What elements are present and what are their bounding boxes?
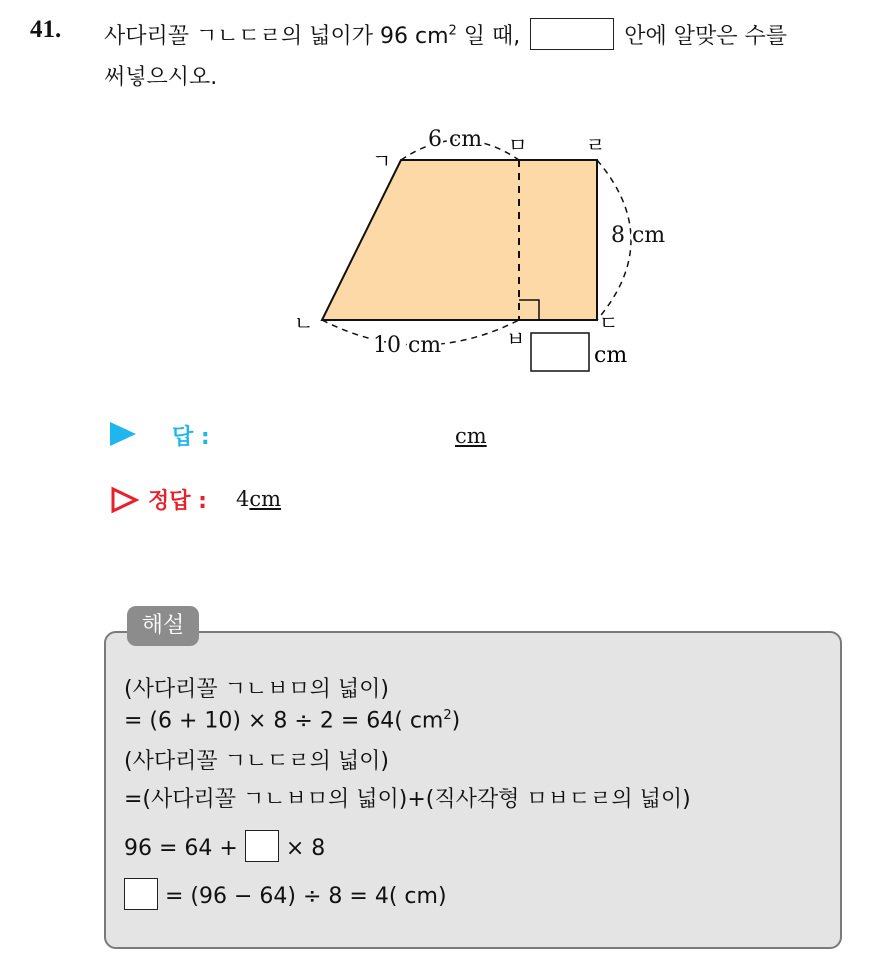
explanation-line-3: (사다리꼴 ㄱㄴㄷㄹ의 넓이) — [124, 749, 389, 774]
explanation-blank-box — [245, 830, 279, 862]
explanation-line-5-left: 96 = 64 + — [124, 836, 238, 861]
trapezoid-figure — [0, 0, 884, 400]
explanation-line-1: (사다리꼴 ㄱㄴㅂㅁ의 넓이) — [124, 677, 389, 702]
vertex-label-a: ㄱ — [372, 149, 392, 173]
correct-arrow-icon — [110, 486, 140, 514]
vertex-label-b: ㄴ — [294, 311, 314, 335]
unknown-length-box — [531, 333, 589, 371]
question-text-line2: 써넣으시오. — [104, 65, 218, 90]
explanation-line-2-main: = (6 + 10) × 8 ÷ 2 = 64( cm — [124, 708, 444, 734]
explanation-line-5 — [124, 830, 325, 862]
vertex-label-c: ㄷ — [599, 311, 619, 335]
explanation-line-2-sup: 2 — [443, 708, 452, 723]
correct-answer-number: 4 — [236, 487, 250, 511]
correct-answer-label: 정답 : — [148, 489, 207, 514]
question-superscript: 2 — [448, 23, 457, 39]
correct-answer-value — [236, 487, 281, 511]
vertex-label-d: ㄹ — [586, 133, 606, 157]
explanation-line-2 — [124, 708, 460, 733]
vertex-label-f: ㅂ — [506, 327, 526, 351]
bottom-length-label: 10 cm — [373, 333, 442, 358]
vertex-label-e: ㅁ — [508, 133, 528, 157]
explanation-line-2-end: ) — [451, 708, 461, 734]
question-text-part1: 사다리꼴 ㄱㄴㄷㄹ의 넓이가 96 cm — [104, 24, 449, 49]
explanation-tab: 해설 — [127, 606, 199, 646]
explanation-blank-box-2 — [124, 878, 158, 910]
explanation-line-4: =(사다리꼴 ㄱㄴㅂㅁ의 넓이)+(직사각형 ㅁㅂㄷㄹ의 넓이) — [124, 787, 691, 812]
answer-arrow-icon — [110, 422, 136, 446]
answer-unit: cm — [455, 424, 487, 448]
explanation-line-6-text: = (96 − 64) ÷ 8 = 4( cm) — [165, 884, 447, 909]
answer-label: 답 : — [172, 425, 210, 450]
question-text-part2: 일 때, — [456, 24, 521, 49]
question-number: 41. — [30, 16, 62, 43]
explanation-line-5-right: × 8 — [285, 836, 326, 861]
question-text-part3: 안에 알맞은 수를 — [624, 24, 788, 49]
explanation-line-6 — [124, 878, 447, 910]
right-length-label: 8 cm — [611, 223, 666, 248]
top-length-label: 6 cm — [428, 127, 483, 152]
unknown-length-unit: cm — [594, 343, 628, 368]
correct-answer-unit: cm — [249, 487, 282, 511]
trapezoid-shape — [322, 160, 597, 320]
